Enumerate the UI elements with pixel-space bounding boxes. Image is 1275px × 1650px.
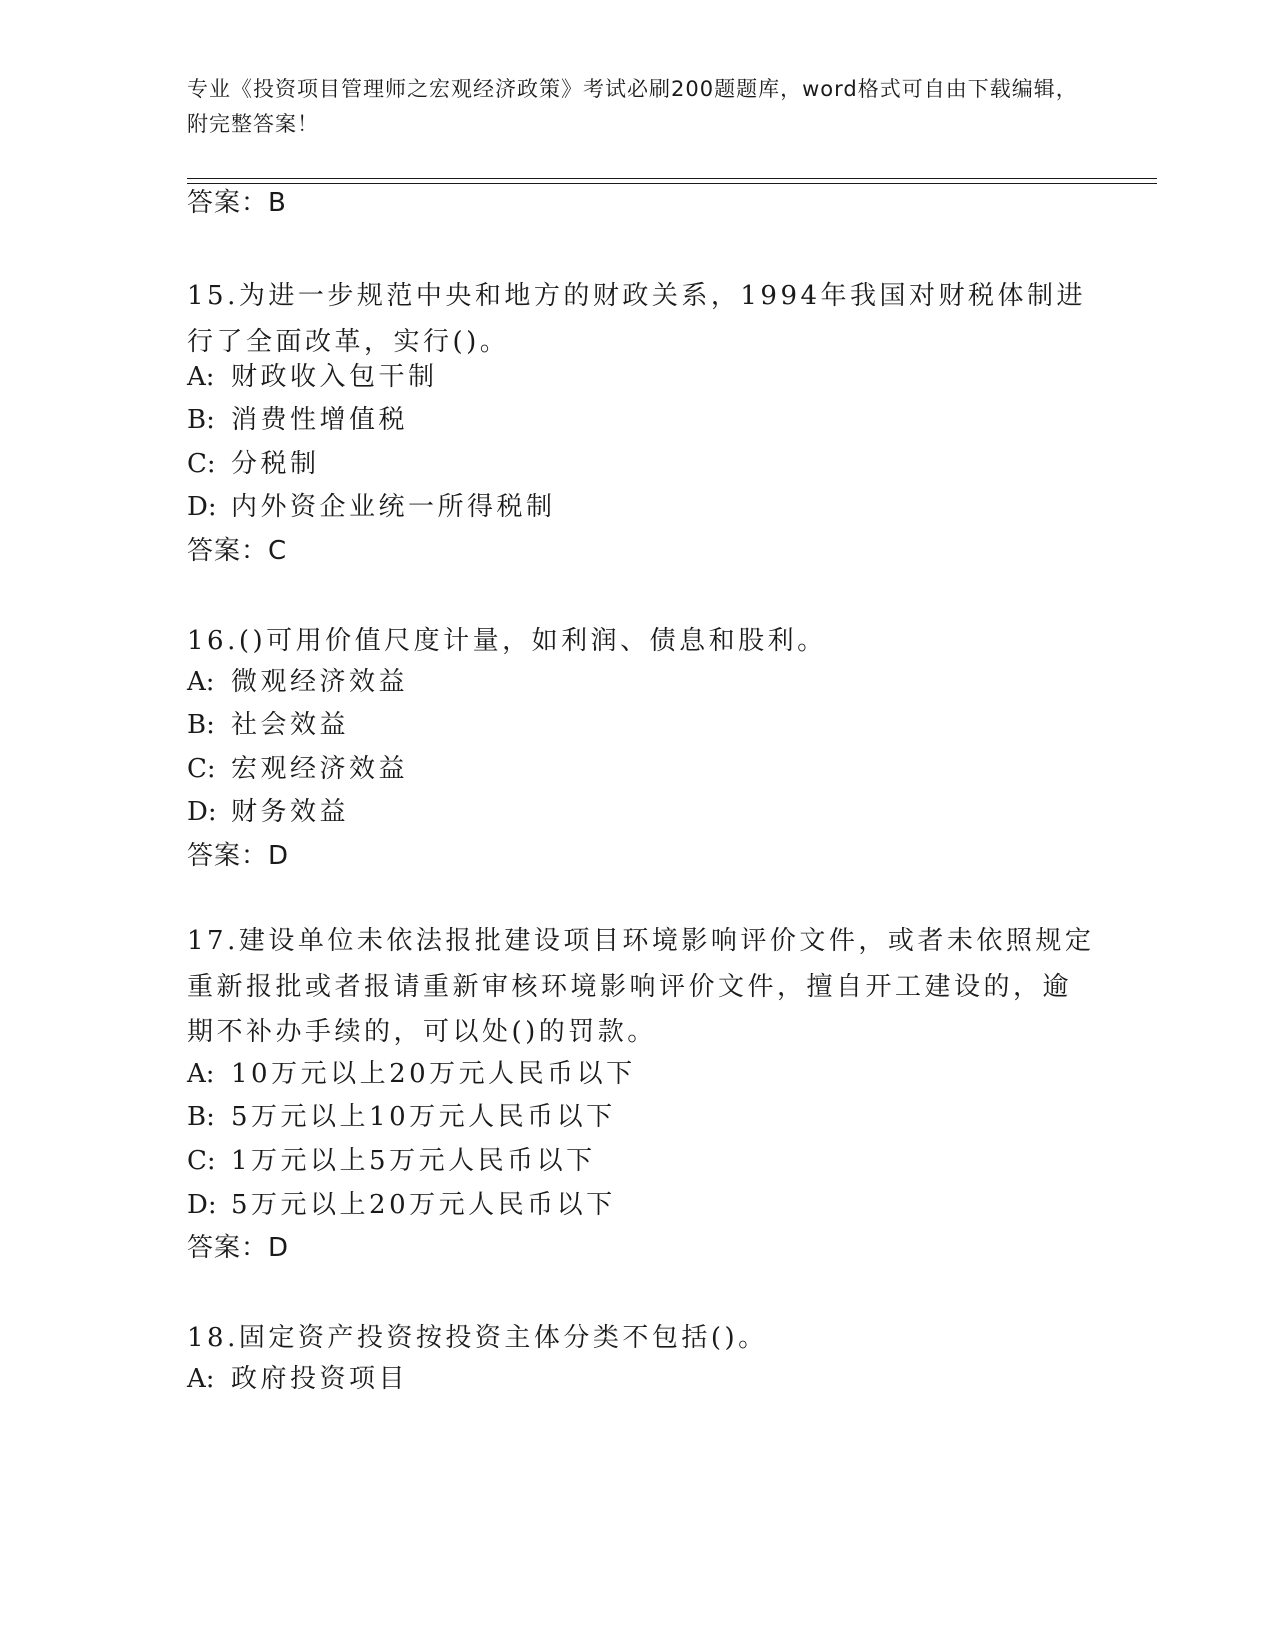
answer-16: 答案：D [187,841,290,871]
answer-15: 答案：C [187,536,288,566]
header-rule-top [187,178,1157,179]
option-17-d: D: 5万元以上20万元人民币以下 [187,1190,616,1220]
option-16-d: D: 财务效益 [187,797,350,827]
answer-17: 答案：D [187,1233,290,1263]
question-15: 15.为进一步规范中央和地方的财政关系，1994年我国对财税体制进行了全面改革，实行()。 [187,281,1087,357]
option-17-c: C: 1万元以上5万元人民币以下 [187,1146,596,1176]
option-16-c: C: 宏观经济效益 [187,754,409,784]
answer-14: 答案：B [187,188,287,218]
header-rule-bottom [187,183,1157,184]
question-18: 18.固定资产投资按投资主体分类不包括()。 [187,1323,768,1353]
option-16-b: B: 社会效益 [187,710,350,740]
option-15-b: B: 消费性增值税 [187,405,409,435]
option-17-b: B: 5万元以上10万元人民币以下 [187,1102,616,1132]
option-15-c: C: 分税制 [187,449,320,479]
option-15-a: A: 财政收入包干制 [187,362,438,392]
question-17: 17.建设单位未依法报批建设项目环境影响评价文件，或者未依照规定重新报批或者报请重新审核环境影响评价文件，擅自开工建设的，逾期不补办手续的，可以处()的罚款。 [187,926,1095,1047]
document-header: 专业《投资项目管理师之宏观经济政策》考试必刷200题题库，word格式可自由下载编辑，附完整答案！ [187,77,1078,136]
option-18-a: A: 政府投资项目 [187,1364,409,1394]
option-15-d: D: 内外资企业统一所得税制 [187,492,556,522]
option-17-a: A: 10万元以上20万元人民币以下 [187,1059,636,1089]
question-16: 16.()可用价值尺度计量，如利润、债息和股利。 [187,626,827,656]
option-16-a: A: 微观经济效益 [187,667,409,697]
